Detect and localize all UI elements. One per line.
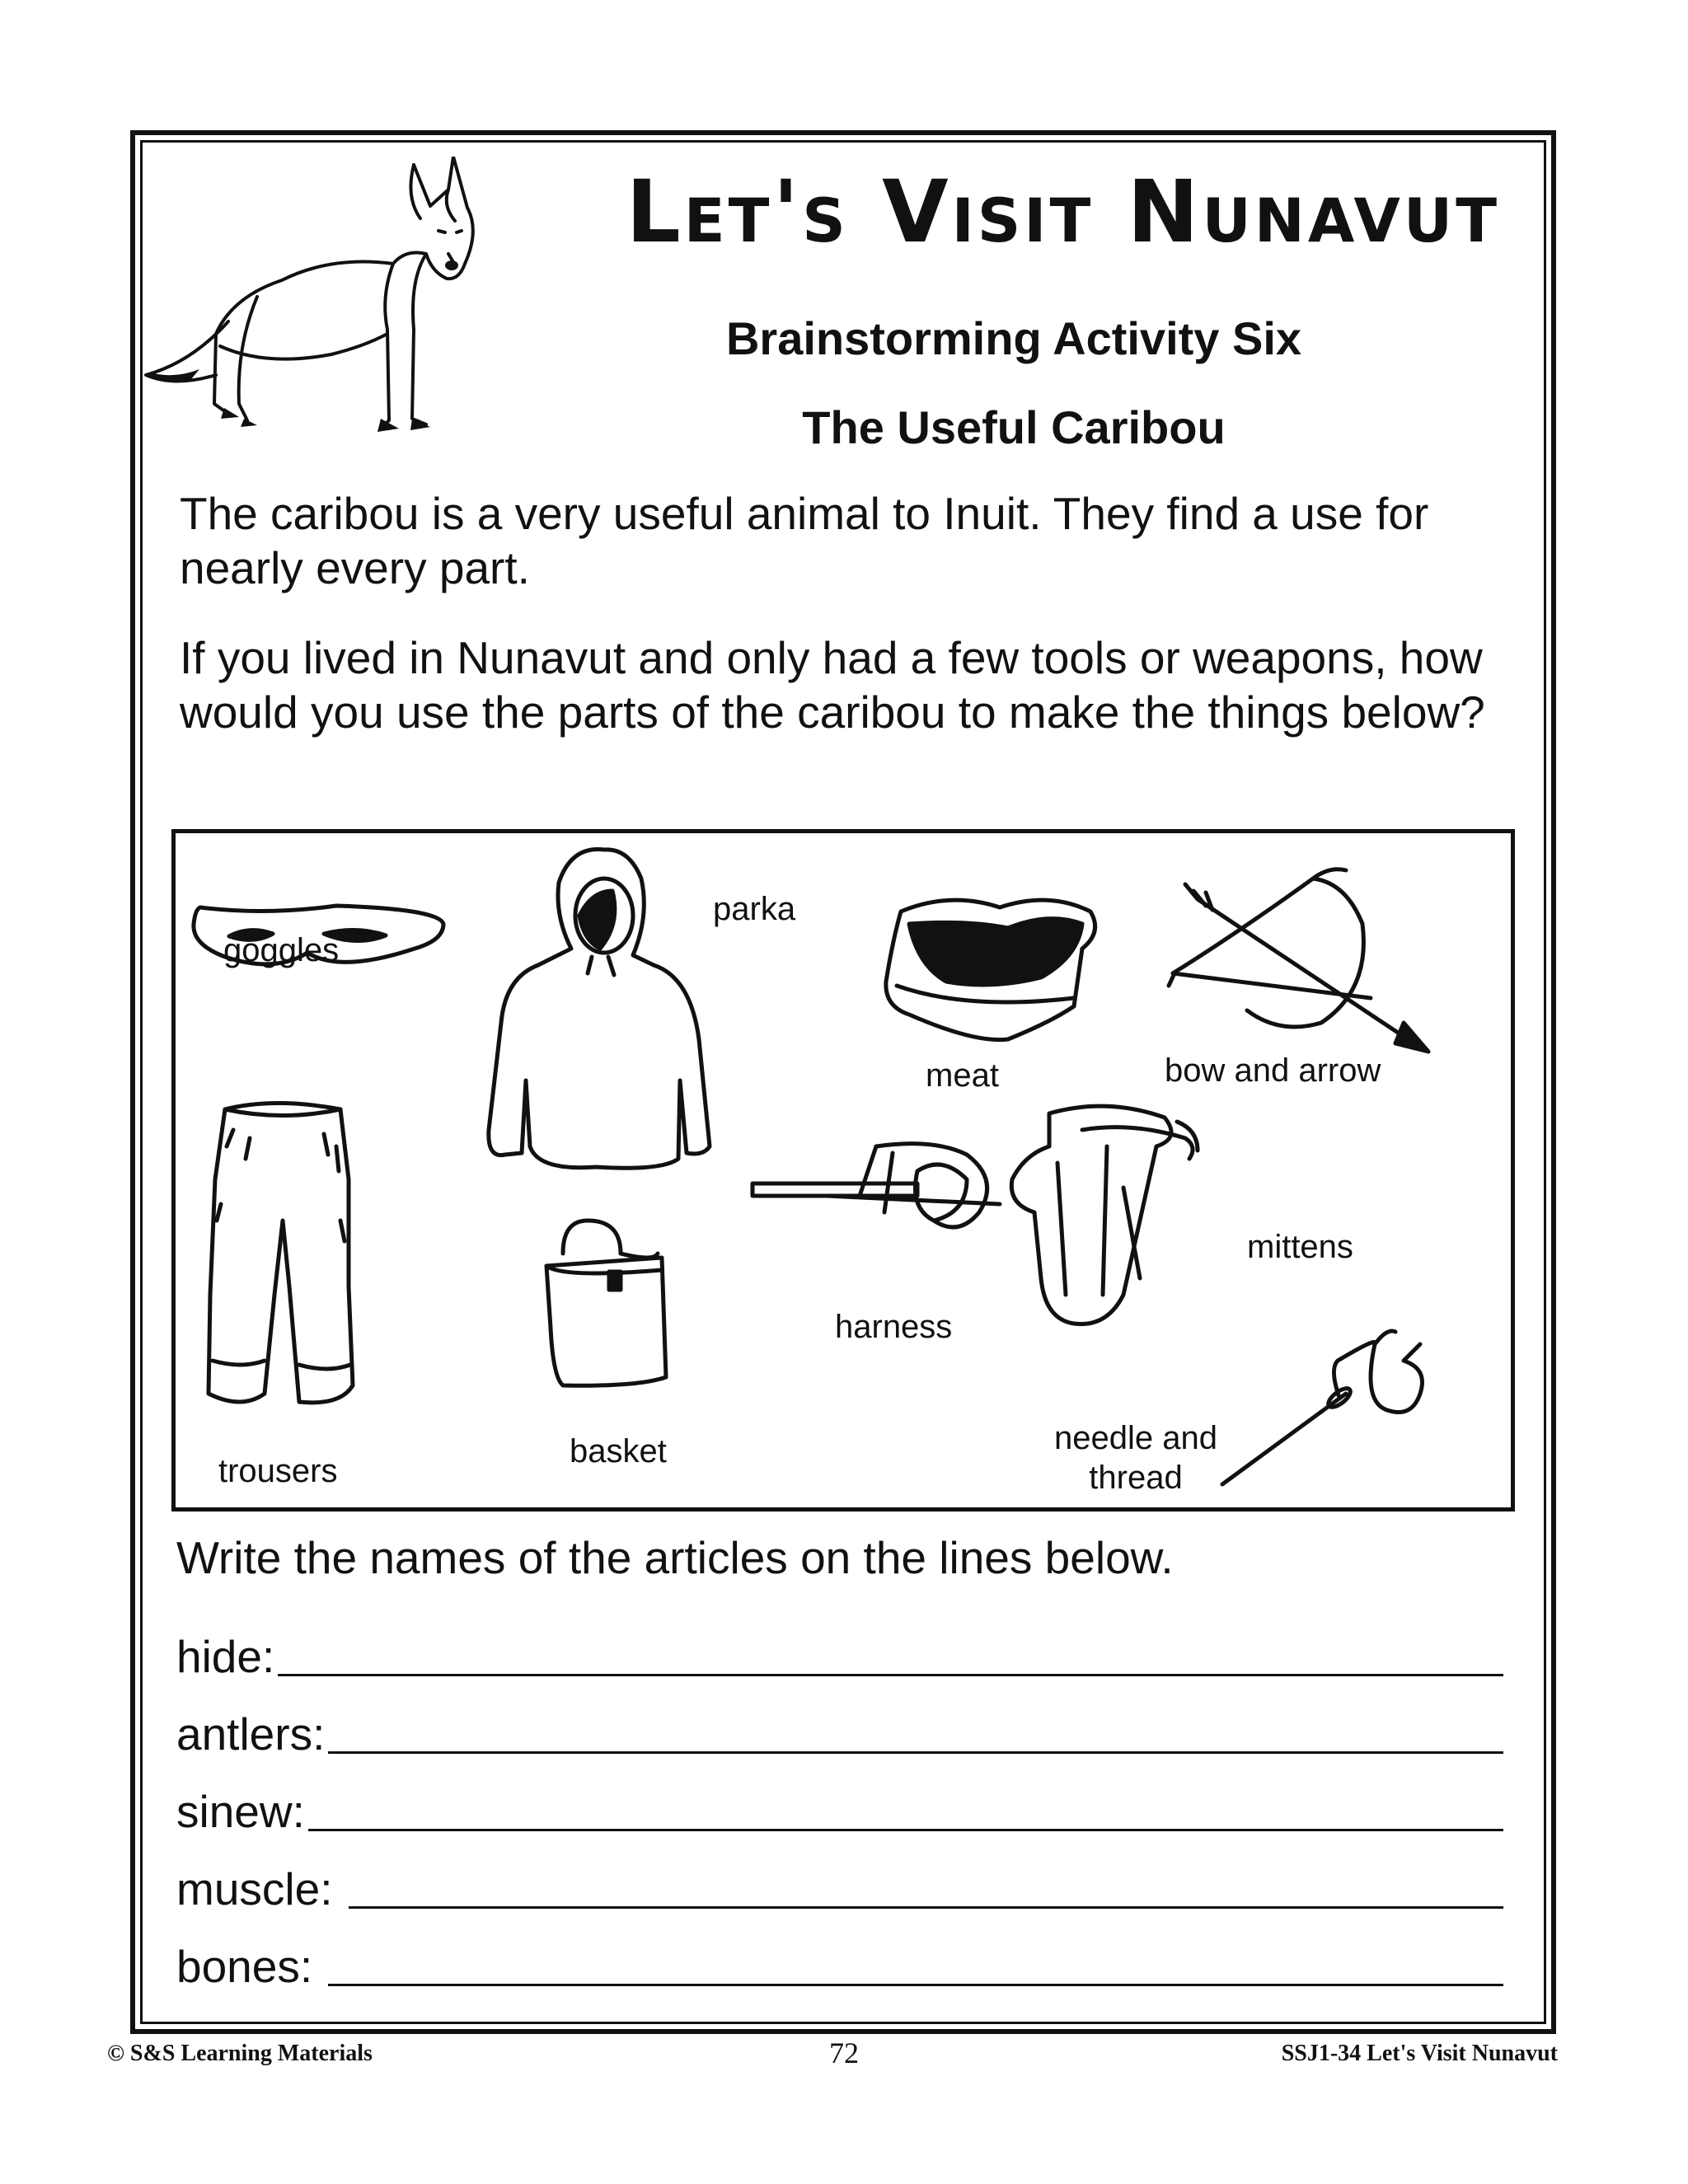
answer-blank-sinew[interactable] <box>308 1827 1503 1831</box>
footer-page-number: 72 <box>829 2036 859 2069</box>
bow-and-arrow-icon <box>1169 869 1428 1052</box>
activity-title: The Useful Caribou <box>802 401 1226 453</box>
footer-copyright: © S&S Learning Materials <box>107 2041 373 2066</box>
label-needle-and-thread: needle and thread <box>1054 1420 1217 1496</box>
answer-line-antlers[interactable] <box>176 1701 1503 1759</box>
meat-icon <box>886 900 1095 1040</box>
intro-paragraph: The caribou is a very useful animal to Inuit. They find a use for nearly every part. <box>180 488 1429 593</box>
answer-label-muscle: muscle: <box>176 1863 345 1915</box>
answer-line-hide[interactable] <box>176 1624 1503 1681</box>
harness-icon <box>753 1144 1000 1227</box>
label-trousers: trousers <box>218 1453 338 1489</box>
label-meat: meat <box>926 1057 999 1094</box>
answer-line-muscle[interactable] <box>176 1856 1503 1914</box>
articles-illustrations <box>176 833 1511 1507</box>
answer-label-hide: hide: <box>176 1631 275 1682</box>
fox-illustration <box>142 157 537 445</box>
label-basket: basket <box>570 1433 667 1469</box>
page-title: Let's Visit Nunavut <box>626 162 1500 262</box>
label-harness: harness <box>835 1309 953 1345</box>
label-bow-and-arrow: bow and arrow <box>1165 1052 1381 1089</box>
label-parka: parka <box>713 891 796 927</box>
answer-label-sinew: sinew: <box>176 1786 305 1837</box>
label-goggles: goggles <box>223 932 340 968</box>
answer-line-sinew[interactable] <box>176 1779 1503 1836</box>
parka-icon <box>489 850 710 1169</box>
answer-label-antlers: antlers: <box>176 1708 326 1760</box>
needle-and-thread-icon <box>1222 1331 1423 1484</box>
question-paragraph: If you lived in Nunavut and only had a few tools or weapons, how would you use the parts of the caribou to make the things below? <box>180 632 1485 738</box>
mittens-icon <box>1011 1106 1198 1324</box>
label-mittens: mittens <box>1247 1229 1353 1265</box>
articles-picture-box <box>171 829 1515 1511</box>
answer-blank-muscle[interactable] <box>349 1905 1503 1909</box>
basket-icon <box>546 1221 666 1385</box>
activity-heading: Brainstorming Activity Six <box>725 312 1302 364</box>
footer-book-title: SSJ1-34 Let's Visit Nunavut <box>1281 2041 1558 2066</box>
answer-blank-antlers[interactable] <box>328 1750 1503 1754</box>
answer-label-bones: bones: <box>176 1941 326 1992</box>
answer-blank-hide[interactable] <box>278 1672 1503 1676</box>
answer-blank-bones[interactable] <box>328 1982 1503 1986</box>
instruction-text: Write the names of the articles on the lines below. <box>176 1532 1174 1583</box>
answer-line-bones[interactable] <box>176 1933 1503 1991</box>
trousers-icon <box>209 1104 353 1403</box>
